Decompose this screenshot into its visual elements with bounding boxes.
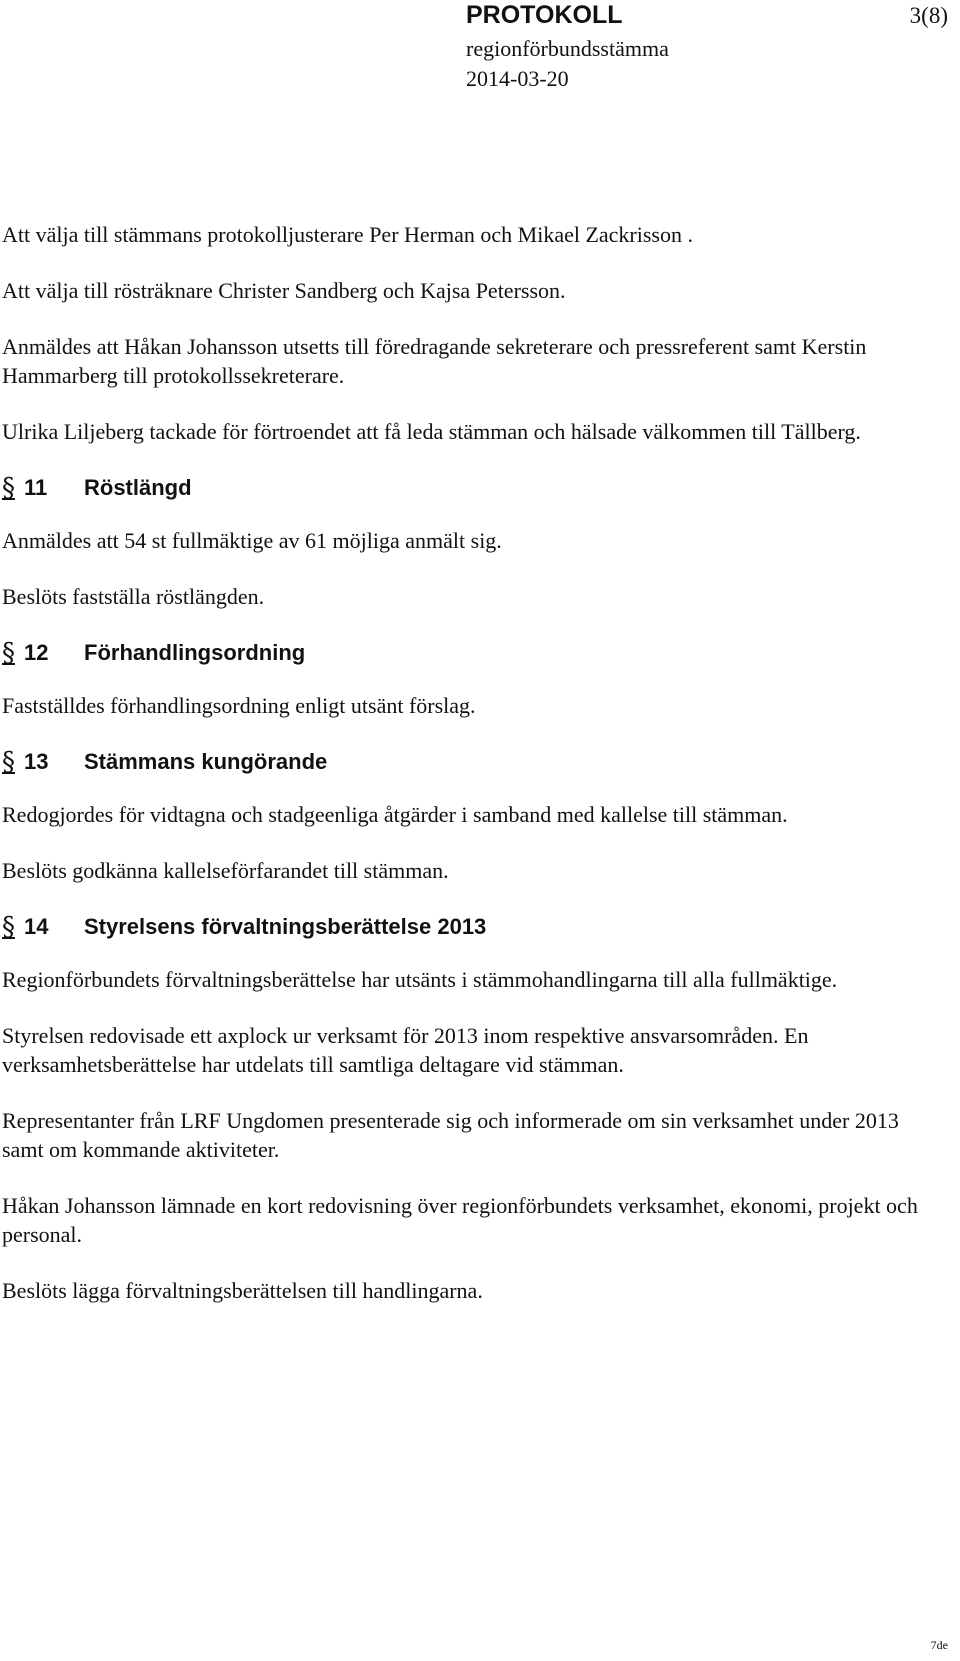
meeting-date: 2014-03-20 xyxy=(466,66,569,91)
section-title: Styrelsens förvaltningsberättelse 2013 xyxy=(84,914,487,939)
section-heading-12 xyxy=(2,638,932,668)
section-title: Röstlängd xyxy=(84,475,192,500)
page-number: 3(8) xyxy=(909,3,948,28)
section-number: 13 xyxy=(24,749,49,774)
intro-paragraph: Att välja till rösträknare Christer Sandberg och Kajsa Petersson. xyxy=(2,278,566,303)
intro-paragraph: Ulrika Liljeberg tackade för förtroendet att få leda stämman och hälsade välkommen till Tällberg. xyxy=(2,419,861,444)
section-paragraph: Håkan Johansson lämnade en kort redovisning över regionförbundets verksamhet, ekonomi, projekt och personal. xyxy=(2,1193,918,1247)
section-heading-11 xyxy=(2,473,932,503)
section-sign: § xyxy=(2,638,15,668)
section-sign: § xyxy=(2,747,15,777)
section-number: 14 xyxy=(24,914,49,939)
intro-paragraph: Anmäldes att Håkan Johansson utsetts till föredragande sekreterare och pressreferent samt Kerstin Hammarberg till protokollssekreterare. xyxy=(2,334,867,388)
section-title: Stämmans kungörande xyxy=(84,749,328,774)
section-paragraph: Beslöts fastställa röstlängden. xyxy=(2,584,265,609)
section-paragraph: Anmäldes att 54 st fullmäktige av 61 möjliga anmält sig. xyxy=(2,528,502,553)
section-title: Förhandlingsordning xyxy=(84,640,306,665)
section-paragraph: Regionförbundets förvaltningsberättelse har utsänts i stämmohandlingarna till alla fullmäktige. xyxy=(2,967,838,992)
document-title: PROTOKOLL xyxy=(466,1,623,29)
section-paragraph: Styrelsen redovisade ett axplock ur verksamt för 2013 inom respektive ansvarsområden. En verksamhetsberättelse har utdelats till samtliga deltagare vid stämman. xyxy=(2,1023,809,1077)
page-header xyxy=(0,0,960,100)
section-number: 11 xyxy=(24,475,48,500)
section-paragraph: Redogjordes för vidtagna och stadgeenliga åtgärder i samband med kallelse till stämman. xyxy=(2,802,788,827)
section-paragraph: Beslöts godkänna kallelseförfarandet till stämman. xyxy=(2,858,449,883)
section-sign: § xyxy=(2,473,15,503)
section-heading-14 xyxy=(2,912,932,942)
section-heading-13 xyxy=(2,747,932,777)
section-sign: § xyxy=(2,912,15,942)
section-number: 12 xyxy=(24,640,49,665)
meeting-name: regionförbundsstämma xyxy=(466,36,669,61)
intro-paragraph: Att välja till stämmans protokolljusterare Per Herman och Mikael Zackrisson . xyxy=(2,222,693,247)
section-paragraph: Fastställdes förhandlingsordning enligt utsänt förslag. xyxy=(2,693,476,718)
section-paragraph: Beslöts lägga förvaltningsberättelsen till handlingarna. xyxy=(2,1278,483,1303)
section-paragraph: Representanter från LRF Ungdomen presenterade sig och informerade om sin verksamhet under 2013 samt om kommande aktiviteter. xyxy=(2,1108,899,1162)
footer-code: 7de xyxy=(930,1638,948,1652)
document-body xyxy=(0,220,932,1332)
